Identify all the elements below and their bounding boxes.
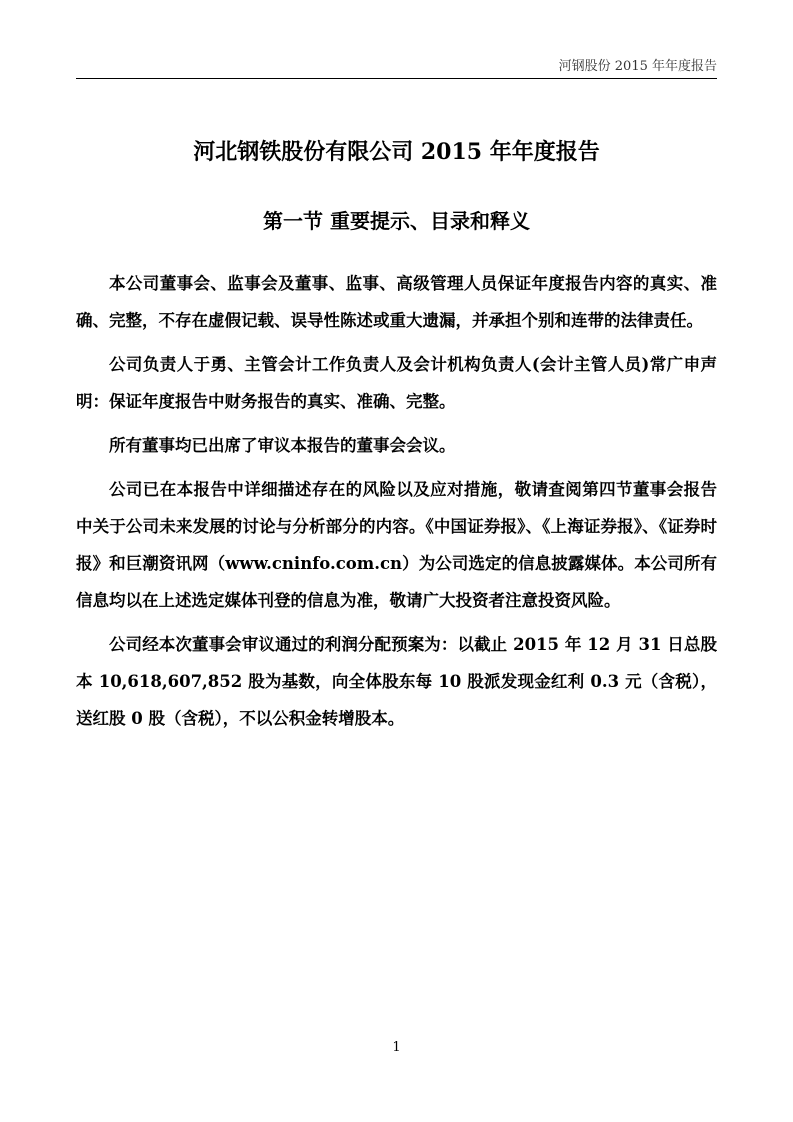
paragraph-board-attendance: 所有董事均已出席了审议本报告的董事会会议。 — [109, 436, 456, 455]
paragraph-responsibility-statement: 本公司董事会、监事会及董事、监事、高级管理人员保证年度报告内容的真实、准确、完整，不存在虚假记载、误导性陈述或重大遗漏，并承担个别和连带的法律责任。 — [76, 274, 717, 330]
paragraph-risk-disclosure: 公司已在本报告中详细描述存在的风险以及应对措施，敬请查阅第四节董事会报告中关于公司未来发展的讨论与分析部分的内容。《中国证券报》、《上海证券报》、《证券时报》和巨潮资讯网（www.cninfo.com.cn）为公司选定的信息披露媒体。本公司所有信息均以在上述选定媒体刊登的信息为准，敬请广大投资者注意投资风险。 — [76, 480, 717, 610]
document-title: 河北钢铁股份有限公司 2015 年年度报告 — [193, 139, 600, 165]
section-title: 第一节 重要提示、目录和释义 — [263, 209, 530, 233]
paragraph-financial-report-declaration: 公司负责人于勇、主管会计工作负责人及会计机构负责人(会计主管人员)常广申声明：保证年度报告中财务报告的真实、准确、完整。 — [76, 355, 717, 411]
body-text — [76, 265, 717, 744]
running-header-title: 河钢股份 2015 年年度报告 — [558, 59, 717, 74]
paragraph-profit-distribution: 公司经本次董事会审议通过的利润分配预案为：以截止 2015 年 12 月 31 日总股本 10,618,607,852 股为基数，向全体股东每 10 股派发现金红利 0.3 元（含税），送红股 0 股（含税），不以公积金转增股本。 — [76, 635, 717, 728]
running-header — [76, 40, 717, 79]
page-number: 1 — [392, 1040, 401, 1055]
